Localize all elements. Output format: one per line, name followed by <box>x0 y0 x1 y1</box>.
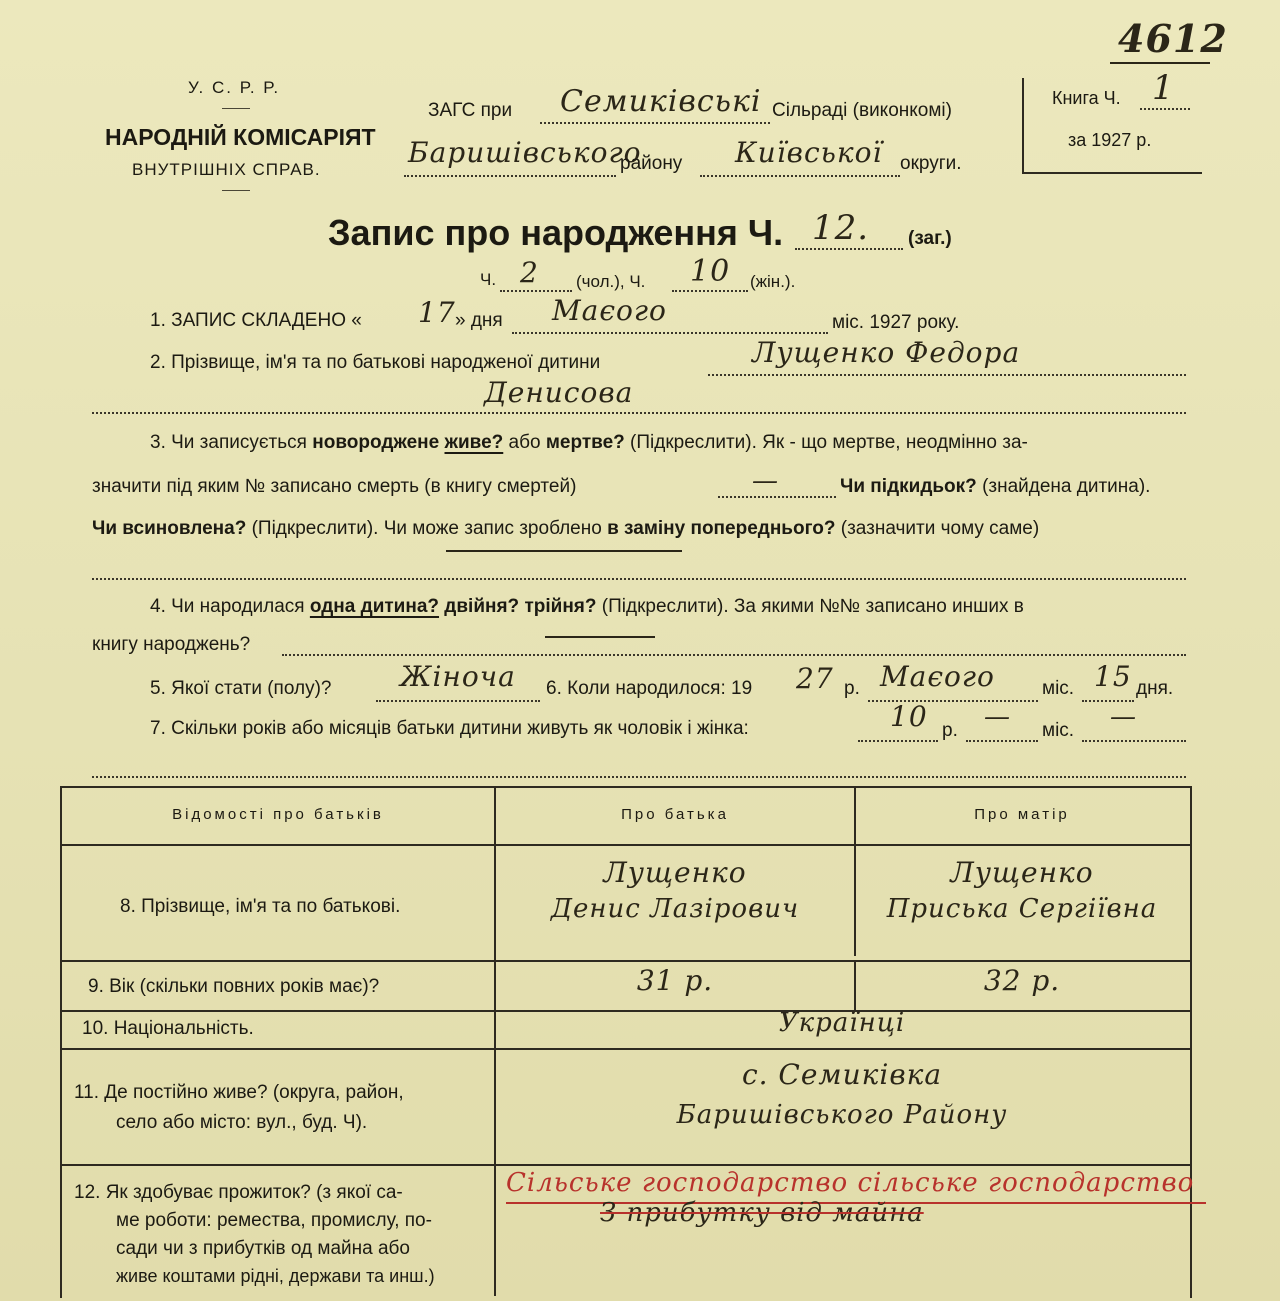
rayonu-label: району <box>620 153 683 174</box>
corner-number-underline <box>1110 62 1210 64</box>
row12-label-line2: ме роботи: ремества, промислу, по- <box>116 1210 432 1231</box>
q7-r: р. <box>942 720 958 741</box>
q2-name-line2 <box>92 412 1186 414</box>
q4-single: одна дитина? <box>309 596 440 617</box>
zags-fill-line <box>540 122 770 124</box>
table-header-father: Про батька <box>621 806 729 823</box>
q6-day: 15 <box>1094 660 1132 693</box>
book-number-line <box>1140 108 1190 110</box>
q3-handwritten-underline <box>446 550 682 552</box>
book-year: за 1927 р. <box>1068 130 1152 150</box>
q3-line1 <box>150 432 1028 454</box>
q7-blank-line <box>92 776 1186 778</box>
q6-month: Маєого <box>880 660 995 693</box>
q7-extra-dash: — <box>1110 702 1137 732</box>
q1-day: 17 <box>418 296 456 329</box>
q4-line2: книгу народжень? <box>92 634 251 655</box>
row11-label-line2: село або місто: вул., буд. Ч). <box>116 1112 368 1133</box>
q1-end: міс. 1927 року. <box>832 312 960 333</box>
row8-father-surname: Лущенко <box>603 856 747 889</box>
q5-label: 5. Якої стати (полу)? <box>150 678 332 699</box>
table-row8-divider <box>60 960 1190 962</box>
row8-father-name: Денис Лазірович <box>550 894 800 924</box>
row12-label-line4: живе коштами рідні, держави та инш.) <box>116 1266 435 1286</box>
q4-part5: (Підкреслити). За якими №№ записано инших в <box>601 596 1024 617</box>
q7-months-dash: — <box>984 702 1011 732</box>
row12-struck-text: З прибутку від майна <box>600 1198 924 1228</box>
table-row11-divider <box>60 1164 1190 1166</box>
q3-newborn: новороджене <box>312 432 440 453</box>
q3-part6: (Підкреслити). Як - що мертве, неодмінно за- <box>630 432 1028 453</box>
rayon-value: Баришівського <box>408 136 642 169</box>
q1-month-line <box>512 332 828 334</box>
q3-line3 <box>92 518 1039 540</box>
row11-residence-rayon: Баришівського Району <box>676 1100 1008 1130</box>
internal-affairs-label: ВНУТРІШНІХ СПРАВ. <box>132 160 321 179</box>
q2-label: 2. Прізвище, ім'я та по батькові народженої дитини <box>150 352 601 373</box>
q4-numbers-line <box>282 654 1186 656</box>
q3-part1: 3. Чи записується <box>150 432 307 453</box>
q7-label: 7. Скільки років або місяців батьки дитини живуть як чоловік і жінка: <box>150 718 749 739</box>
row8-mother-name: Приська Сергіївна <box>886 894 1158 924</box>
row8-mother-surname: Лущенко <box>950 856 1094 889</box>
q4-line1 <box>150 596 1024 618</box>
q7-years-line <box>858 740 938 742</box>
zags-label: ЗАГС при <box>428 100 513 121</box>
commissariat-label: НАРОДНІЙ КОМІСАРІЯТ <box>105 124 376 150</box>
male-label: (чол.), Ч. <box>576 272 646 291</box>
silradi-label: Сільраді (виконкомі) <box>772 100 952 121</box>
corner-archive-number: 4612 <box>1118 16 1228 61</box>
okruhy-label: округи. <box>900 153 962 174</box>
ussr-label: У. С. Р. Р. <box>188 78 281 97</box>
q5-sex-value: Жіноча <box>400 660 516 693</box>
q7-years: 10 <box>890 700 928 733</box>
row8-label: 8. Прізвище, ім'я та по батькові. <box>120 896 401 917</box>
row10-label: 10. Національність. <box>82 1018 254 1039</box>
q2-name-line2-value: Денисова <box>484 376 634 409</box>
q3-line2 <box>92 476 576 498</box>
q3-alive: живе? <box>444 432 504 453</box>
q3-or: або <box>508 432 541 453</box>
q6-r: р. <box>844 678 860 699</box>
record-number: 12. <box>812 208 870 248</box>
q6-label: 6. Коли народилося: 19 <box>546 678 753 699</box>
q3-replacement-question: (Підкреслити). Чи може запис зроблено <box>251 518 602 539</box>
row11-label-line1: 11. Де постійно живе? (округа, район, <box>74 1082 404 1103</box>
internal-divider <box>222 190 250 191</box>
q3-reason-line <box>92 578 1186 580</box>
q4-triplets: трійня? <box>524 596 597 617</box>
ussr-divider <box>222 108 250 109</box>
row10-nationality: Українці <box>778 1008 906 1038</box>
q4-twins: двійня? <box>444 596 520 617</box>
table-header-divider <box>60 844 1190 846</box>
record-number-line <box>795 248 903 250</box>
male-count-line <box>500 290 572 292</box>
q1-label: 1. ЗАПИС СКЛАДЕНО « <box>150 310 362 331</box>
okruha-value: Київської <box>735 136 883 169</box>
q3-why: (зазначити чому саме) <box>840 518 1040 539</box>
q2-name-line1: Лущенко Федора <box>752 336 1021 369</box>
record-title: Запис про народження Ч. <box>328 212 784 253</box>
q4-part1: 4. Чи народилася <box>150 596 305 617</box>
q3-dead: мертве? <box>545 432 625 453</box>
q3-foundling-note: (знайдена дитина). <box>982 476 1151 497</box>
female-label: (жін.). <box>750 272 796 291</box>
rayon-fill-line <box>404 175 616 177</box>
q7-months-line <box>966 740 1038 742</box>
q7-mis: міс. <box>1042 720 1075 741</box>
record-title-suffix: (заг.) <box>908 228 952 249</box>
male-count: 2 <box>520 256 539 289</box>
q3-death-number-dash: — <box>752 466 779 496</box>
q3-line2-a: значити під яким № записано смерть (в книгу смертей) <box>92 476 577 497</box>
table-row10-divider <box>60 1048 1190 1050</box>
row9-father-age: 31 р. <box>636 964 714 997</box>
female-count: 10 <box>690 254 731 289</box>
q1-mid: » дня <box>455 310 503 331</box>
q5-sex-line <box>376 700 540 702</box>
q3-foundling: Чи підкидьок? <box>840 476 977 497</box>
q3-death-number-line <box>718 496 836 498</box>
row12-occupation-red: Сільське господарство сільське господарство <box>506 1168 1195 1198</box>
count-prefix: Ч. <box>480 270 497 289</box>
table-header-mother: Про матір <box>974 806 1070 823</box>
okruha-fill-line <box>700 175 900 177</box>
q3-line2-right <box>840 476 1150 498</box>
q6-dnya: дня. <box>1136 678 1174 699</box>
q6-mis: міс. <box>1042 678 1075 699</box>
table-header-parents: Відомості про батьків <box>172 806 384 823</box>
q3-adopted: Чи всиновлена? <box>92 518 247 539</box>
row9-mother-age: 32 р. <box>983 964 1061 997</box>
q6-year: 27 <box>796 662 834 695</box>
row12-label-line3: сади чи з прибутків од майна або <box>116 1238 410 1259</box>
q2-name-line <box>708 374 1186 376</box>
book-label: Книга Ч. <box>1052 88 1121 108</box>
q1-month: Маєого <box>552 294 667 327</box>
book-number: 1 <box>1152 68 1175 108</box>
zags-value: Семиківські <box>560 84 762 119</box>
q7-extra-line <box>1082 740 1186 742</box>
female-count-line <box>672 290 748 292</box>
q4-dash-mark <box>545 636 655 638</box>
row9-label: 9. Вік (скільки повних років має)? <box>88 976 380 997</box>
row11-residence-village: с. Семиківка <box>741 1058 943 1091</box>
row12-label-line1: 12. Як здобуває прожиток? (з якої са- <box>74 1182 403 1203</box>
q3-replacement: в заміну попереднього? <box>607 518 836 539</box>
